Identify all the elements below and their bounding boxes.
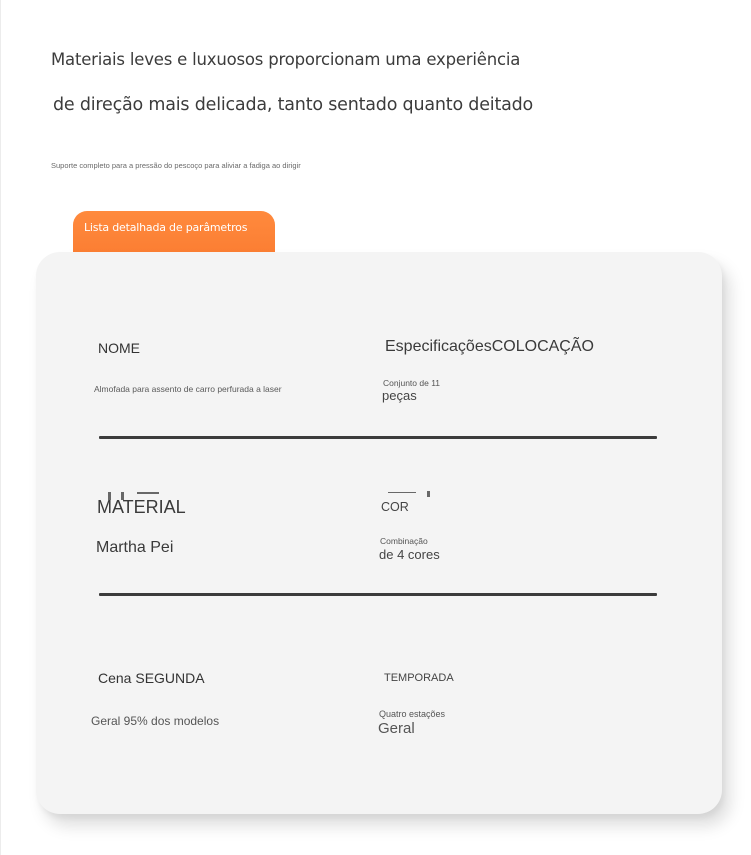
- name-label: NOME: [98, 340, 140, 356]
- season-label: TEMPORADA: [384, 672, 454, 684]
- specification-value-small: Conjunto de 11: [383, 378, 441, 388]
- color-label: COR: [381, 500, 409, 514]
- scene-value: Geral 95% dos modelos: [91, 714, 220, 728]
- specification-value: peças: [382, 388, 417, 403]
- name-value: Almofada para assento de carro perfurada a laser: [94, 384, 282, 394]
- headline-line-2: de direção mais delicada, tanto sentado quanto deitado: [53, 95, 534, 115]
- material-value: Martha Pei: [96, 539, 174, 556]
- color-value-small: Combinação: [380, 536, 428, 546]
- material-label: MATERIAL: [97, 497, 186, 517]
- row-divider-1: [99, 436, 657, 439]
- specification-label: EspecificaçõesCOLOCAÇÃO: [385, 338, 594, 355]
- subheadline: Suporte completo para a pressão do pescoço para aliviar a fadiga ao dirigir: [51, 161, 301, 170]
- parameters-tab[interactable]: [73, 211, 275, 253]
- scene-label: Cena SEGUNDA: [98, 670, 205, 686]
- row-divider-2: [99, 593, 657, 596]
- season-value-small: Quatro estações: [379, 709, 446, 719]
- season-value: Geral: [378, 720, 415, 737]
- page-left-border: [0, 0, 1, 855]
- headline-line-1: Materiais leves e luxuosos proporcionam uma experiência: [51, 50, 521, 69]
- artifact-mark: [137, 492, 159, 494]
- color-value: de 4 cores: [379, 547, 440, 562]
- artifact-mark: [388, 492, 416, 493]
- parameters-tab-label: Lista detalhada de parâmetros: [84, 221, 248, 234]
- artifact-mark: [427, 491, 430, 497]
